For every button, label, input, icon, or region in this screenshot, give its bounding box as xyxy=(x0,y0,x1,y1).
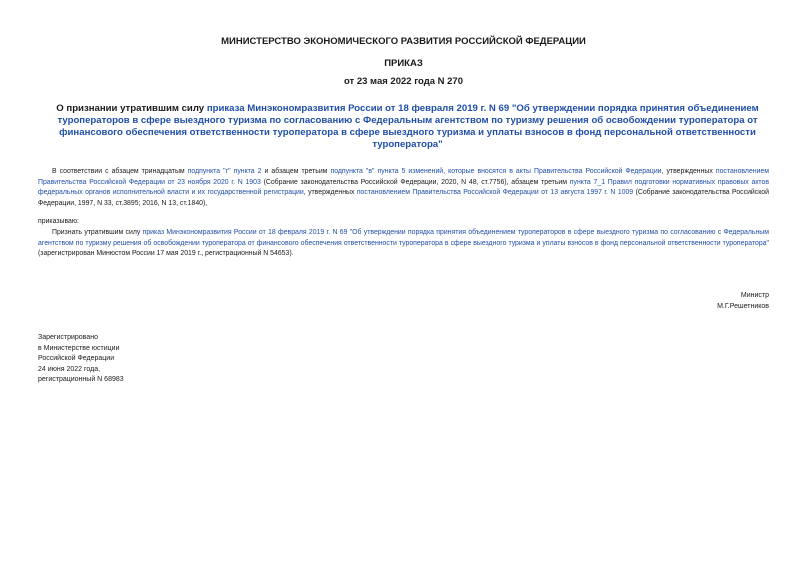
text: В соответствии с абзацем тринадцатым xyxy=(52,168,188,175)
link-subpoint-v[interactable]: подпункта "в" пункта 5 изменений, которые вносятся в акты Правительства Российской Федерации xyxy=(330,168,662,175)
title-prefix: О признании утратившим силу xyxy=(56,103,207,114)
registration-line: Зарегистрировано xyxy=(38,334,98,341)
title-link[interactable]: приказа Минэкономразвития России от 18 февраля 2019 г. N 69 "Об утверждении порядка принятия объединением туроператоров в сфере выездного туризма по согласованию с Федеральным агентством по туризму решения об освобождении туроператора от финансового обеспечения ответственности туроператора в сфере выездного туризма и уплаты взносов в фонд персональной ответственности туроператора" xyxy=(57,103,759,150)
signer-name: М.Г.Решетников xyxy=(717,302,769,310)
order-date: от 23 мая 2022 года N 270 xyxy=(343,76,464,87)
link-subpoint-g[interactable]: подпункта "г" пункта 2 xyxy=(187,168,262,175)
text: , утвержденных xyxy=(303,189,357,196)
link-resolution-1903[interactable]: постановлением Правительства Российской Федерации от 23 ноября 2020 г. N 1903 xyxy=(38,168,769,186)
ministry-name: МИНИСТЕРСТВО ЭКОНОМИЧЕСКОГО РАЗВИТИЯ РОССИЙСКОЙ ФЕДЕРАЦИИ xyxy=(221,36,586,47)
signer-position: Министр xyxy=(740,292,769,299)
text: (Собрание законодательства Российской Федерации, 1997, N 33, ст.3895; 2016, N 13, ст.1840), xyxy=(38,189,769,207)
registration-line: в Министерстве юстиции xyxy=(38,344,120,352)
registration-block xyxy=(38,333,124,386)
paragraph-basis xyxy=(38,167,769,209)
text: Признать утратившим силу xyxy=(52,229,143,236)
order-label: ПРИКАЗ xyxy=(384,58,423,69)
link-resolution-1009[interactable]: постановлением Правительства Российской Федерации от 13 августа 1997 г. N 1009 xyxy=(356,189,634,196)
registration-date: 24 июня 2022 года, xyxy=(38,365,101,373)
link-rules-7-1[interactable]: пункта 7_1 Правил подготовки нормативных правовых актов федеральных органов исполнительной власти и их государственной регистрации xyxy=(38,178,769,196)
signature-block xyxy=(717,291,769,312)
text: (Собрание законодательства Российской Федерации, 2020, N 48, ст.7756), абзацем третьим xyxy=(260,178,570,186)
paragraph-decision xyxy=(38,228,769,260)
text: и абзацем третьим xyxy=(261,168,331,175)
registration-line: Российской Федерации xyxy=(38,355,115,362)
document-title xyxy=(44,103,771,151)
link-order-69[interactable]: приказ Минэкономразвития России от 18 февраля 2019 г. N 69 "Об утверждении порядка принятия объединением туроператоров в сфере выездного туризма по согласованию с Федеральным агентством по туризму решения об освобождении туроператора от финансового обеспечения ответственности туроператора в сфере выездного туризма и уплаты взносов в фонд персональной ответственности туроператора" xyxy=(38,229,769,247)
paragraph-order-word: приказываю: xyxy=(38,218,79,225)
text: , утвержденных xyxy=(661,168,716,175)
text: (зарегистрирован Минюстом России 17 мая 2019 г., регистрационный N 54653). xyxy=(38,250,294,257)
registration-number: регистрационный N 68983 xyxy=(38,376,124,383)
